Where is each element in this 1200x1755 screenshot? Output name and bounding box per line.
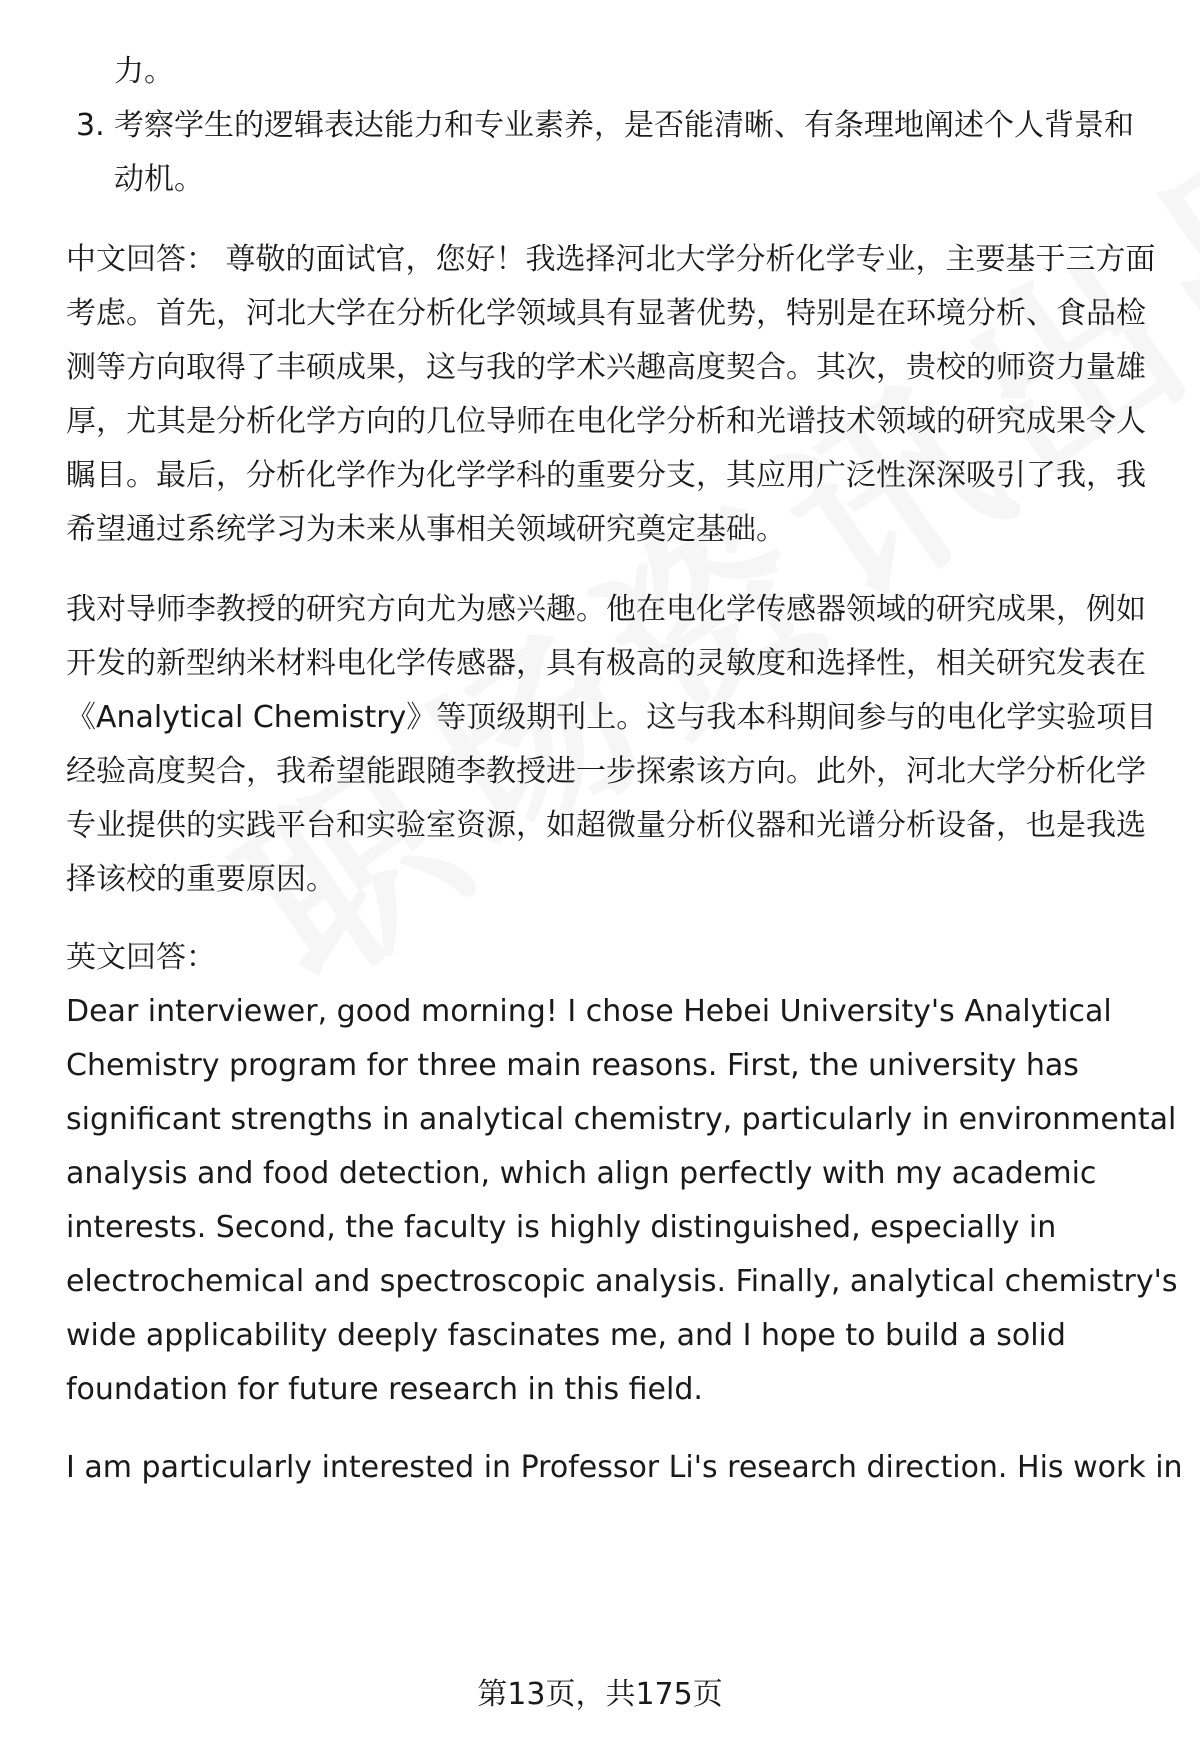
en-para1-line: significant strengths in analytical chemistry, particularly in environmental xyxy=(66,1102,1177,1137)
zh-para1-line: 中文回答： 尊敬的面试官，您好！我选择河北大学分析化学专业，主要基于三方面 xyxy=(66,242,1156,277)
zh-para1-line: 测等方向取得了丰硕成果，这与我的学术兴趣高度契合。其次，贵校的师资力量雄 xyxy=(66,350,1146,385)
list-item-3-number: 3. xyxy=(76,108,105,143)
zh-para2-line: 我对导师李教授的研究方向尤为感兴趣。他在电化学传感器领域的研究成果，例如 xyxy=(66,592,1146,627)
zh-para2-line: 择该校的重要原因。 xyxy=(66,862,336,897)
zh-para1-line: 厚，尤其是分析化学方向的几位导师在电化学分析和光谱技术领域的研究成果令人 xyxy=(66,404,1146,439)
zh-para2-line: 开发的新型纳米材料电化学传感器，具有极高的灵敏度和选择性，相关研究发表在 xyxy=(66,646,1146,681)
zh-para1-line: 考虑。首先，河北大学在分析化学领域具有显著优势，特别是在环境分析、食品检 xyxy=(66,296,1146,331)
en-para1-line: Dear interviewer, good morning! I chose Hebei University's Analytical xyxy=(66,994,1112,1029)
en-para1-line: foundation for future research in this field. xyxy=(66,1372,703,1407)
page-number-footer: 第13页，共175页 xyxy=(477,1677,723,1712)
en-para1-line: wide applicability deeply fascinates me, and I hope to build a solid xyxy=(66,1318,1066,1353)
en-para1-line: Chemistry program for three main reasons. First, the university has xyxy=(66,1048,1079,1083)
en-para1-line: interests. Second, the faculty is highly distinguished, especially in xyxy=(66,1210,1057,1245)
en-para2-line: I am particularly interested in Professor Li's research direction. His work in xyxy=(66,1450,1183,1485)
zh-para2-line: 专业提供的实践平台和实验室资源，如超微量分析仪器和光谱分析设备，也是我选 xyxy=(66,808,1146,843)
zh-para2-line: 《Analytical Chemistry》等顶级期刊上。这与我本科期间参与的电化学实验项目 xyxy=(66,700,1157,735)
zh-para1-line: 瞩目。最后，分析化学作为化学学科的重要分支，其应用广泛性深深吸引了我，我 xyxy=(66,458,1146,493)
en-para1-line: electrochemical and spectroscopic analysis. Finally, analytical chemistry's xyxy=(66,1264,1178,1299)
list-item-3-line-1: 考察学生的逻辑表达能力和专业素养，是否能清晰、有条理地阐述个人背景和 xyxy=(114,108,1134,143)
en-answer-heading: 英文回答： xyxy=(66,940,216,975)
zh-para2-line: 经验高度契合，我希望能跟随李教授进一步探索该方向。此外，河北大学分析化学 xyxy=(66,754,1146,789)
en-para1-line: analysis and food detection, which align perfectly with my academic xyxy=(66,1156,1097,1191)
list-item-3-line-2: 动机。 xyxy=(114,162,204,197)
zh-para1-line: 希望通过系统学习为未来从事相关领域研究奠定基础。 xyxy=(66,512,786,547)
list-item-2-tail: 力。 xyxy=(114,54,174,89)
